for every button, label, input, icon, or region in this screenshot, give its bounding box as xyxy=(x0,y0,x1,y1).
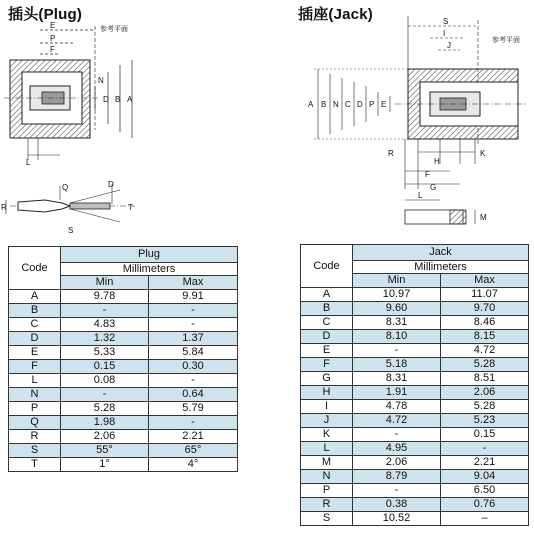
code-cell: F xyxy=(9,360,61,374)
min-cell: - xyxy=(353,344,441,358)
jack-dim-B: B xyxy=(321,100,327,109)
min-cell: 4.78 xyxy=(353,400,441,414)
max-cell: 4.72 xyxy=(441,344,529,358)
code-cell: L xyxy=(301,442,353,456)
max-cell: – xyxy=(441,512,529,526)
jack-dim-A: A xyxy=(308,100,314,109)
jack-unit-header: Millimeters xyxy=(353,261,529,274)
jack-dim-C: C xyxy=(345,100,351,109)
max-cell: - xyxy=(441,442,529,456)
plug-dim-P: P xyxy=(50,34,56,43)
code-cell: F xyxy=(301,358,353,372)
plug-dim-D: D xyxy=(103,95,109,104)
min-cell: 1.98 xyxy=(61,416,149,430)
table-row xyxy=(9,416,238,430)
jack-dim-D: D xyxy=(357,100,363,109)
plug-dim-N: N xyxy=(98,76,104,85)
jack-min-header: Min xyxy=(353,274,441,288)
max-cell: 2.21 xyxy=(441,456,529,470)
table-row xyxy=(301,372,529,386)
max-cell: 8.51 xyxy=(441,372,529,386)
table-row xyxy=(9,304,238,318)
table-row xyxy=(9,360,238,374)
code-cell: P xyxy=(9,402,61,416)
jack-drawing xyxy=(300,14,530,236)
jack-table-title: Jack xyxy=(353,245,529,261)
plug-min-header: Min xyxy=(61,276,149,290)
max-cell: - xyxy=(149,304,238,318)
table-row xyxy=(301,428,529,442)
max-cell: 5.79 xyxy=(149,402,238,416)
plug-dim-D2: D xyxy=(108,180,114,189)
table-row xyxy=(9,402,238,416)
max-cell: 1.37 xyxy=(149,332,238,346)
plug-dim-R: R xyxy=(1,203,7,212)
jack-dim-K: K xyxy=(480,149,486,158)
min-cell: 0.15 xyxy=(61,360,149,374)
min-cell: 10.97 xyxy=(353,288,441,302)
max-cell: - xyxy=(149,374,238,388)
table-row xyxy=(9,444,238,458)
code-cell: E xyxy=(301,344,353,358)
max-cell: 2.06 xyxy=(441,386,529,400)
code-cell: B xyxy=(301,302,353,316)
jack-dim-N: N xyxy=(333,100,339,109)
code-cell: N xyxy=(301,470,353,484)
plug-dim-T: T xyxy=(128,203,133,212)
table-row xyxy=(9,374,238,388)
max-cell: 65° xyxy=(149,444,238,458)
min-cell: 4.83 xyxy=(61,318,149,332)
table-row xyxy=(9,388,238,402)
min-cell: 9.78 xyxy=(61,290,149,304)
min-cell: 5.33 xyxy=(61,346,149,360)
plug-dim-B: B xyxy=(115,95,121,104)
code-cell: C xyxy=(301,316,353,330)
min-cell: 1.91 xyxy=(353,386,441,400)
code-cell: G xyxy=(301,372,353,386)
plug-dim-L: L xyxy=(26,158,31,167)
table-row xyxy=(301,456,529,470)
min-cell: - xyxy=(61,388,149,402)
table-row xyxy=(9,290,238,304)
min-cell: 5.28 xyxy=(61,402,149,416)
code-cell: S xyxy=(301,512,353,526)
max-cell: 6.50 xyxy=(441,484,529,498)
table-row xyxy=(301,442,529,456)
plug-code-header: Code xyxy=(9,247,61,290)
table-row xyxy=(301,512,529,526)
plug-table-title: Plug xyxy=(61,247,238,263)
table-row xyxy=(301,414,529,428)
table-row xyxy=(301,386,529,400)
plug-heading: 插头(Plug) xyxy=(8,6,83,23)
code-cell: E xyxy=(9,346,61,360)
table-row xyxy=(301,484,529,498)
jack-dim-E: E xyxy=(381,100,387,109)
code-cell: L xyxy=(9,374,61,388)
table-row xyxy=(9,318,238,332)
max-cell: 8.15 xyxy=(441,330,529,344)
code-cell: R xyxy=(9,430,61,444)
jack-dim-M: M xyxy=(480,213,487,222)
min-cell: 8.31 xyxy=(353,316,441,330)
table-row xyxy=(301,302,529,316)
min-cell: - xyxy=(61,304,149,318)
code-cell: I xyxy=(301,400,353,414)
min-cell: 0.38 xyxy=(353,498,441,512)
max-cell: 4° xyxy=(149,458,238,472)
code-cell: H xyxy=(301,386,353,400)
code-cell: D xyxy=(9,332,61,346)
plug-ref-plane: 参考平面 xyxy=(100,26,128,33)
plug-max-header: Max xyxy=(149,276,238,290)
table-row xyxy=(301,344,529,358)
min-cell: 8.31 xyxy=(353,372,441,386)
max-cell: 5.23 xyxy=(441,414,529,428)
max-cell: 9.04 xyxy=(441,470,529,484)
plug-table xyxy=(8,246,238,472)
plug-dim-S: S xyxy=(68,226,74,235)
code-cell: A xyxy=(301,288,353,302)
max-cell: 0.30 xyxy=(149,360,238,374)
jack-dim-P: P xyxy=(369,100,375,109)
max-cell: 9.70 xyxy=(441,302,529,316)
min-cell: - xyxy=(353,484,441,498)
table-row xyxy=(301,498,529,512)
max-cell: 9.91 xyxy=(149,290,238,304)
code-cell: C xyxy=(9,318,61,332)
max-cell: 2.21 xyxy=(149,430,238,444)
min-cell: 10.52 xyxy=(353,512,441,526)
max-cell: - xyxy=(149,416,238,430)
jack-dim-F: F xyxy=(425,170,430,179)
plug-dim-A: A xyxy=(127,95,133,104)
min-cell: 2.06 xyxy=(61,430,149,444)
min-cell: 8.79 xyxy=(353,470,441,484)
jack-dim-I: I xyxy=(443,29,446,38)
max-cell: 8.46 xyxy=(441,316,529,330)
jack-dim-L: L xyxy=(418,191,423,200)
code-cell: P xyxy=(301,484,353,498)
min-cell: - xyxy=(353,428,441,442)
plug-pin-drawing xyxy=(0,178,150,238)
plug-dim-Q: Q xyxy=(62,183,69,192)
min-cell: 0.08 xyxy=(61,374,149,388)
jack-dim-J: J xyxy=(447,41,451,50)
code-cell: A xyxy=(9,290,61,304)
jack-table xyxy=(300,244,529,526)
code-cell: D xyxy=(301,330,353,344)
max-cell: 0.15 xyxy=(441,428,529,442)
min-cell: 1.32 xyxy=(61,332,149,346)
code-cell: N xyxy=(9,388,61,402)
plug-drawing xyxy=(0,20,170,170)
plug-unit-header: Millimeters xyxy=(61,263,238,276)
code-cell: K xyxy=(301,428,353,442)
max-cell: 0.76 xyxy=(441,498,529,512)
min-cell: 2.06 xyxy=(353,456,441,470)
jack-heading: 插座(Jack) xyxy=(298,6,373,23)
code-cell: T xyxy=(9,458,61,472)
table-row xyxy=(301,288,529,302)
plug-dim-E: E xyxy=(50,21,56,30)
min-cell: 8.10 xyxy=(353,330,441,344)
table-row xyxy=(9,332,238,346)
table-row xyxy=(301,316,529,330)
min-cell: 4.72 xyxy=(353,414,441,428)
min-cell: 1° xyxy=(61,458,149,472)
jack-dim-S: S xyxy=(443,17,449,26)
code-cell: M xyxy=(301,456,353,470)
table-row xyxy=(301,330,529,344)
min-cell: 55° xyxy=(61,444,149,458)
min-cell: 5.18 xyxy=(353,358,441,372)
max-cell: - xyxy=(149,318,238,332)
jack-dim-R: R xyxy=(388,149,394,158)
max-cell: 5.28 xyxy=(441,358,529,372)
table-row xyxy=(9,458,238,472)
table-row xyxy=(9,346,238,360)
jack-max-header: Max xyxy=(441,274,529,288)
max-cell: 5.84 xyxy=(149,346,238,360)
min-cell: 4.95 xyxy=(353,442,441,456)
code-cell: R xyxy=(301,498,353,512)
code-cell: J xyxy=(301,414,353,428)
code-cell: S xyxy=(9,444,61,458)
table-row xyxy=(301,358,529,372)
jack-dim-G: G xyxy=(430,183,437,192)
code-cell: B xyxy=(9,304,61,318)
code-cell: Q xyxy=(9,416,61,430)
max-cell: 5.28 xyxy=(441,400,529,414)
plug-dim-F: F xyxy=(50,45,55,54)
table-row xyxy=(301,400,529,414)
min-cell: 9.60 xyxy=(353,302,441,316)
jack-ref-plane: 参考平面 xyxy=(492,37,520,44)
max-cell: 11.07 xyxy=(441,288,529,302)
max-cell: 0.64 xyxy=(149,388,238,402)
table-row xyxy=(9,430,238,444)
jack-code-header: Code xyxy=(301,245,353,288)
table-row xyxy=(301,470,529,484)
jack-dim-H: H xyxy=(434,157,440,166)
